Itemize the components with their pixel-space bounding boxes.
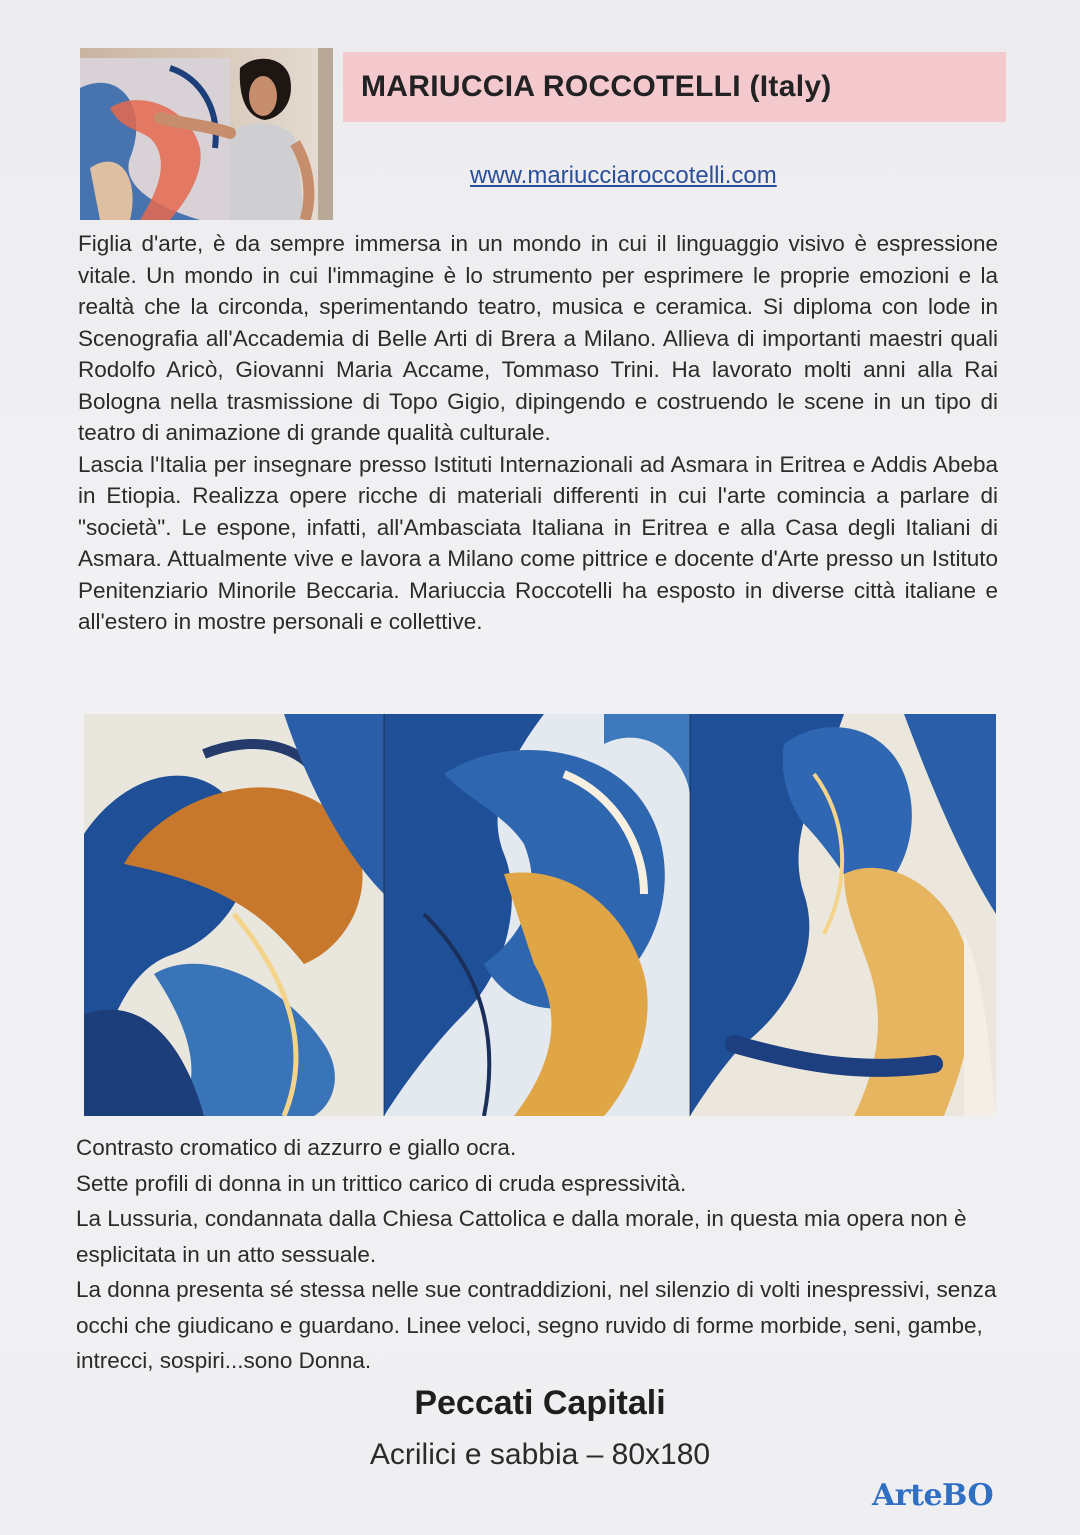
artebo-logo: ArteBO: [872, 1478, 994, 1513]
triptych-painting: [84, 714, 996, 1116]
description-line: La donna presenta sé stessa nelle sue contraddizioni, nel silenzio di volti inespressivi, senza occhi che giudicano e guardano. Linee veloci, segno ruvido di forme morbide, seni, gambe, intrecci, sospiri...sono Donna.: [76, 1277, 997, 1373]
artist-biography: [78, 228, 998, 638]
artist-photo: [80, 48, 333, 220]
bio-paragraph: Figlia d'arte, è da sempre immersa in un mondo in cui il linguaggio visivo è espressione vitale. Un mondo in cui l'immagine è lo strumento per esprimere le proprie emozioni e la realtà che la circonda, sperimentando teatro, musica e ceramica. Si diploma con lode in Scenografia all'Accademia di Belle Arti di Brera a Milano. Allieva di importanti maestri quali Rodolfo Aricò, Giovanni Maria Accame, Tommaso Trini. Ha lavorato molti anni alla Rai Bologna nella trasmissione di Topo Gigio, dipingendo e costruendo le scene in un tipo di teatro di animazione di grande qualità culturale.: [78, 231, 998, 445]
bio-paragraph: Lascia l'Italia per insegnare presso Istituti Internazionali ad Asmara in Eritrea e Addis Abeba in Etiopia. Realizza opere ricche di materiali differenti in cui l'arte comincia a parlare di "società". Le espone, infatti, all'Ambasciata Italiana in Eritrea e alla Casa degli Italiani di Asmara. Attualmente vive e lavora a Milano come pittrice e docente d'Arte presso un Istituto Penitenziario Minorile Beccaria. Mariuccia Roccotelli ha esposto in diverse città italiane e all'estero in mostre personali e collettive.: [78, 451, 998, 634]
description-line: Contrasto cromatico di azzurro e giallo ocra.: [76, 1135, 517, 1160]
artwork-title: Peccati Capitali: [414, 1384, 666, 1422]
artwork-image: [84, 714, 996, 1116]
artwork-description: [76, 1130, 1006, 1379]
artist-photo-illustration: [80, 48, 333, 220]
website-link[interactable]: www.mariucciaroccotelli.com: [470, 162, 777, 189]
artwork-medium-size: Acrilici e sabbia – 80x180: [369, 1438, 711, 1471]
artist-name-banner: [343, 52, 1006, 122]
description-line: Sette profili di donna in un trittico carico di cruda espressività.: [76, 1170, 687, 1196]
artist-name: MARIUCCIA ROCCOTELLI (Italy): [361, 70, 832, 103]
description-line: La Lussuria, condannata dalla Chiesa Cattolica e dalla morale, in questa mia opera non è esplicitata in un atto sessuale.: [76, 1206, 967, 1267]
